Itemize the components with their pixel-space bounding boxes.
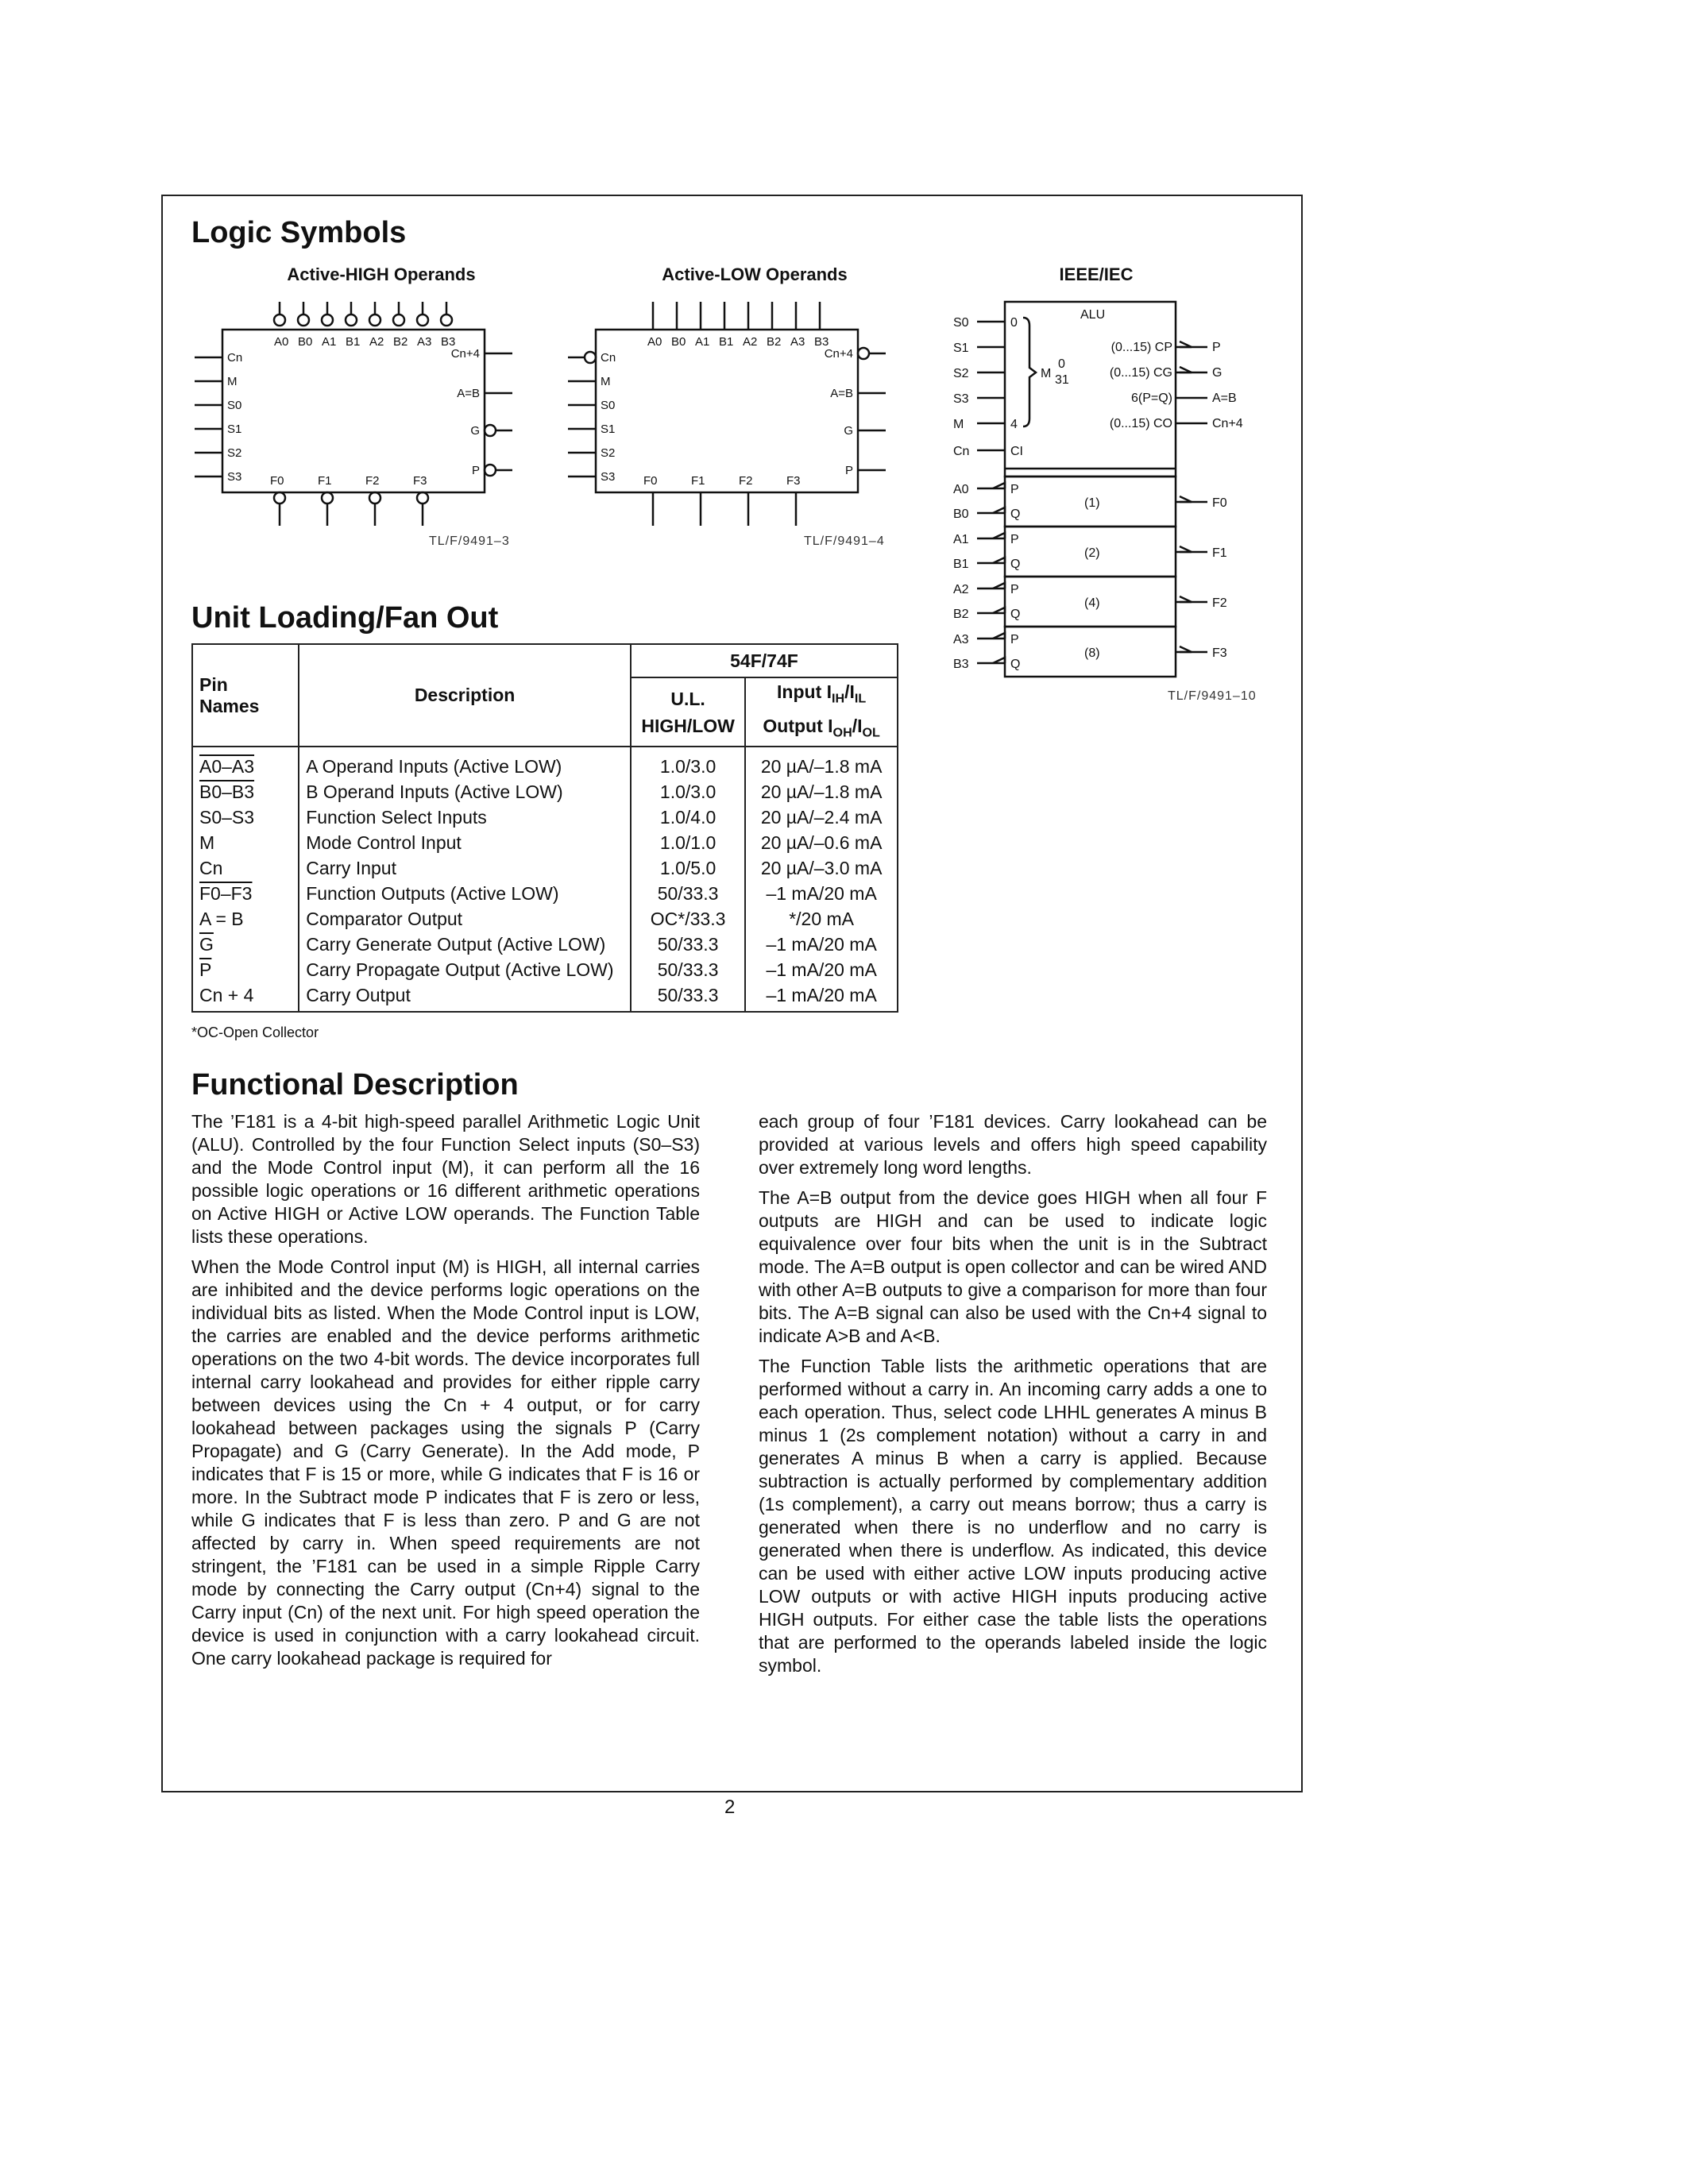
pin-label: B3 (441, 335, 456, 349)
table-row (192, 957, 898, 982)
pin-label: F2 (1212, 596, 1227, 610)
pin-ul: 50/33.3 (631, 982, 745, 1012)
pin-io: –1 mA/20 mA (745, 881, 898, 906)
ieee-mode-range: 0 (1058, 357, 1065, 371)
ieee-ctrl-label: 0 (1010, 316, 1018, 330)
table-row (192, 830, 898, 855)
pin-label: A1 (695, 335, 710, 349)
functional-heading: Functional Description (191, 1068, 519, 1102)
pin-label: A=B (1212, 392, 1237, 405)
pin-label: F1 (1212, 546, 1227, 560)
pin-label: Cn+4 (1212, 417, 1243, 430)
table-row (192, 805, 898, 830)
pin-label: G (470, 424, 480, 438)
pin-desc: Function Select Inputs (299, 805, 631, 830)
col-ul (631, 677, 745, 747)
pin-ul: 1.0/1.0 (631, 830, 745, 855)
ieee-mode-range: 31 (1055, 373, 1069, 387)
col-io-line1b: /I (844, 681, 855, 702)
pin-label: S3 (953, 392, 969, 406)
pin-label: S3 (601, 470, 616, 484)
table-row (192, 982, 898, 1012)
pin-label: F3 (786, 474, 801, 488)
pin-label: F1 (691, 474, 705, 488)
pin-ul: 50/33.3 (631, 932, 745, 957)
paragraph: When the Mode Control input (M) is HIGH, all internal carries are inhibited and the device performs logic operations on the individual bits as listed. When the Mode Control input is LOW, the carries are enabled and the device performs arithmetic operations on the two 4-bit words. The device incorporates full internal carry lookahead and provides for either ripple carry between devices using the Cn + 4 output, or for carry lookahead between packages using the signals P (Carry Propagate) and G (Carry Generate). In the Add mode, P indicates that F is 15 or more, while G indicates that F is 16 or more. In the Subtract mode P indicates that F is zero or less, while G indicates that F is less than zero. P and G are not affected by carry in. When speed requirements are not stringent, the ’F181 can be used in a simple Ripple Carry mode by connecting the Carry output (Cn+4) signal to the Carry input (Cn) of the next unit. For high speed operation the device is used in conjunction with a carry lookahead circuit. One carry lookahead package is required for (191, 1256, 700, 1669)
table-row (192, 932, 898, 957)
col-description: Description (299, 644, 631, 747)
pin-label: S0 (953, 316, 969, 330)
paragraph: each group of four ’F181 devices. Carry lookahead can be provided at various levels and offers high speed capability over extremely long word lengths. (759, 1111, 1267, 1178)
ieee-weight-label: (1) (1084, 496, 1100, 510)
pin-label: A2 (743, 335, 758, 349)
pin-io: –1 mA/20 mA (745, 957, 898, 982)
ieee-weight-label: (2) (1084, 546, 1100, 560)
pin-label: Cn (953, 445, 970, 458)
pin-desc: B Operand Inputs (Active LOW) (299, 779, 631, 805)
table-row (192, 747, 898, 779)
pin-desc: Function Outputs (Active LOW) (299, 881, 631, 906)
ieee-pq-label: Q (1010, 658, 1021, 671)
pin-label: B3 (814, 335, 829, 349)
top-pin-bubbles (274, 302, 452, 326)
pin-io: 20 µA/–2.4 mA (745, 805, 898, 830)
pin-desc: Mode Control Input (299, 830, 631, 855)
functional-left-column (191, 1110, 700, 1677)
table-row (192, 779, 898, 805)
pin-label: P (844, 464, 853, 477)
pin-label: F0 (270, 474, 284, 488)
pin-ul: 50/33.3 (631, 957, 745, 982)
pin-name: Cn + 4 (192, 982, 299, 1012)
ieee-symbol (953, 298, 1255, 687)
pin-label: F3 (413, 474, 427, 488)
pin-label: A=B (457, 387, 480, 400)
col-io-line2b: /I (852, 715, 863, 736)
pin-desc: Carry Output (299, 982, 631, 1012)
active-high-caption: Active-HIGH Operands (287, 264, 476, 284)
page-number: 2 (724, 1796, 736, 1818)
pin-label: A0 (953, 483, 969, 496)
pin-label: B0 (298, 335, 313, 349)
pin-label: F2 (365, 474, 380, 488)
pin-label: S1 (601, 423, 616, 436)
pin-label: S2 (601, 446, 616, 460)
pin-label: A3 (417, 335, 432, 349)
pin-name: $\overline{P}$ (192, 957, 299, 982)
pin-desc: Carry Generate Output (Active LOW) (299, 932, 631, 957)
ieee-pq-label: Q (1010, 558, 1021, 571)
pin-label: A2 (953, 583, 969, 596)
pin-desc: Carry Propagate Output (Active LOW) (299, 957, 631, 982)
ieee-output-label: 6(P=Q) (1130, 392, 1172, 405)
pin-io: –1 mA/20 mA (745, 982, 898, 1012)
pin-name: A0–A3 (192, 747, 299, 779)
ieee-pq-label: P (1010, 533, 1019, 546)
pin-name: M (192, 830, 299, 855)
col-pin-names: Pin Names (192, 644, 299, 747)
table-row (192, 881, 898, 906)
ieee-output-label: (0...15) CP (1111, 341, 1172, 354)
pin-label: A2 (369, 335, 384, 349)
pin-label: S1 (953, 341, 969, 355)
pin-ul: 1.0/3.0 (631, 747, 745, 779)
logic-symbols-heading: Logic Symbols (191, 216, 407, 249)
unit-loading-table (191, 643, 898, 1013)
pin-io: 20 µA/–1.8 mA (745, 779, 898, 805)
pin-label: G (1212, 366, 1223, 380)
pin-label: A1 (953, 533, 969, 546)
pin-label: S2 (953, 367, 969, 380)
pin-label: M (953, 418, 964, 431)
pin-name: F0–F3 (192, 881, 299, 906)
pin-io: */20 mA (745, 906, 898, 932)
pin-io: 20 µA/–0.6 mA (745, 830, 898, 855)
ieee-pq-label: Q (1010, 507, 1021, 521)
pin-label: S2 (227, 446, 242, 460)
pin-label: B2 (393, 335, 408, 349)
col-io-line2: Output I (763, 715, 833, 736)
pin-label: Cn (227, 351, 243, 365)
pin-name: $\overline{G}$ (192, 932, 299, 957)
pin-label: A0 (647, 335, 662, 349)
pin-label: B1 (953, 558, 969, 571)
pin-label: M (601, 375, 611, 388)
pin-label: Cn+4 (824, 347, 853, 361)
paragraph: The ’F181 is a 4-bit high-speed parallel Arithmetic Logic Unit (ALU). Controlled by the four Function Select inputs (S0–S3) and the Mode Control input (M), it can perform all the 16 possible logic operations or 16 different arithmetic operations on Active HIGH or Active LOW operands. The Function Table lists these operations. (191, 1111, 700, 1247)
pin-ul: 50/33.3 (631, 881, 745, 906)
active-low-symbol (564, 294, 898, 532)
pin-label: S3 (227, 470, 242, 484)
ieee-weight-label: (4) (1084, 596, 1100, 610)
col-io (745, 677, 898, 747)
pin-label: A3 (790, 335, 805, 349)
col-io-sub: OL (862, 725, 880, 740)
ieee-pq-label: P (1010, 583, 1019, 596)
pin-label: B1 (346, 335, 361, 349)
unit-loading-heading: Unit Loading/Fan Out (191, 601, 499, 635)
pin-ul: OC*/33.3 (631, 906, 745, 932)
pin-io: 20 µA/–3.0 mA (745, 855, 898, 881)
pin-label: B0 (953, 507, 969, 521)
open-collector-note: *OC-Open Collector (191, 1024, 319, 1040)
active-high-symbol (191, 294, 524, 532)
pin-label: B3 (953, 658, 969, 671)
ieee-weight-label: (8) (1084, 646, 1100, 660)
col-io-sub: OH (832, 725, 852, 740)
pin-desc: Comparator Output (299, 906, 631, 932)
pin-label: F1 (318, 474, 332, 488)
pin-label: S1 (227, 423, 242, 436)
table-row (192, 855, 898, 881)
pin-ul: 1.0/3.0 (631, 779, 745, 805)
active-low-ref: TL/F/9491–4 (804, 534, 885, 548)
functional-right-column (759, 1110, 1267, 1684)
col-io-sub: IL (854, 691, 867, 706)
pin-name: B0–B3 (192, 779, 299, 805)
col-ul-line2: HIGH/LOW (641, 715, 735, 736)
col-ul-line1: U.L. (670, 688, 705, 709)
pin-label: S0 (227, 399, 242, 412)
table-row (192, 906, 898, 932)
pin-label: P (471, 464, 480, 477)
ieee-title: ALU (1080, 308, 1106, 322)
pin-label: F3 (1212, 646, 1227, 660)
pin-label: B0 (671, 335, 686, 349)
pin-ul: 1.0/5.0 (631, 855, 745, 881)
pin-label: B1 (719, 335, 734, 349)
pin-io: –1 mA/20 mA (745, 932, 898, 957)
pin-label: Cn+4 (450, 347, 480, 361)
pin-label: P (1212, 341, 1221, 354)
pin-name: A = B (192, 906, 299, 932)
ieee-caption: IEEE/IEC (1059, 264, 1134, 284)
pin-label: S0 (601, 399, 616, 412)
pin-label: M (227, 375, 238, 388)
col-io-line1: Input I (777, 681, 832, 702)
pin-label: A1 (322, 335, 337, 349)
ieee-pq-label: P (1010, 633, 1019, 646)
pin-ul: 1.0/4.0 (631, 805, 745, 830)
pin-label: B2 (767, 335, 782, 349)
pin-label: F0 (1212, 496, 1227, 510)
active-high-ref: TL/F/9491–3 (429, 534, 510, 548)
pin-label: A=B (830, 387, 853, 400)
pin-desc: Carry Input (299, 855, 631, 881)
pin-desc: A Operand Inputs (Active LOW) (299, 747, 631, 779)
ieee-output-label: (0...15) CG (1109, 366, 1172, 380)
pin-label: A0 (274, 335, 289, 349)
pin-label: Cn (601, 351, 616, 365)
paragraph: The A=B output from the device goes HIGH when all four F outputs are HIGH and can be used to indicate logic equivalence over four bits when the unit is in the Subtract mode. The A=B output is open collector and can be wired AND with other A=B outputs to give a comparison for more than four bits. The A=B signal can also be used with the Cn+4 signal to indicate A>B and A<B. (759, 1187, 1267, 1346)
pin-label: B2 (953, 608, 969, 621)
ieee-output-label: (0...15) CO (1109, 417, 1172, 430)
pin-io: 20 µA/–1.8 mA (745, 747, 898, 779)
ieee-ctrl-label: 4 (1010, 418, 1018, 431)
pin-label: F0 (643, 474, 658, 488)
pin-name: S0–S3 (192, 805, 299, 830)
pin-label: F2 (739, 474, 753, 488)
ieee-mode-label: M (1041, 367, 1052, 380)
col-io-sub: IH (832, 691, 845, 706)
pin-label: A3 (953, 633, 969, 646)
pin-label: G (844, 424, 853, 438)
paragraph: The Function Table lists the arithmetic operations that are performed without a carry in. An incoming carry adds a one to each operation. Thus, select code LHHL generates A minus B minus 1 (2s complement notation) without a carry in and generates A minus B when a carry is applied. Because subtraction is actually performed by complementary addition (1s complement), a carry out means borrow; thus a carry is generated when there is no underflow and no carry is generated when there is underflow. As indicated, this device can be used with either active LOW inputs producing active LOW outputs or with active HIGH inputs producing active HIGH outputs. For either case the table lists the operations that are performed to the operands labeled inside the logic symbol. (759, 1356, 1267, 1676)
active-low-caption: Active-LOW Operands (662, 264, 848, 284)
ieee-ref: TL/F/9491–10 (1168, 689, 1257, 703)
ieee-pq-label: Q (1010, 608, 1021, 621)
ieee-pq-label: P (1010, 483, 1019, 496)
col-group-54f74f: 54F/74F (631, 644, 898, 677)
ieee-ci-label: CI (1010, 445, 1023, 458)
pin-name: Cn (192, 855, 299, 881)
